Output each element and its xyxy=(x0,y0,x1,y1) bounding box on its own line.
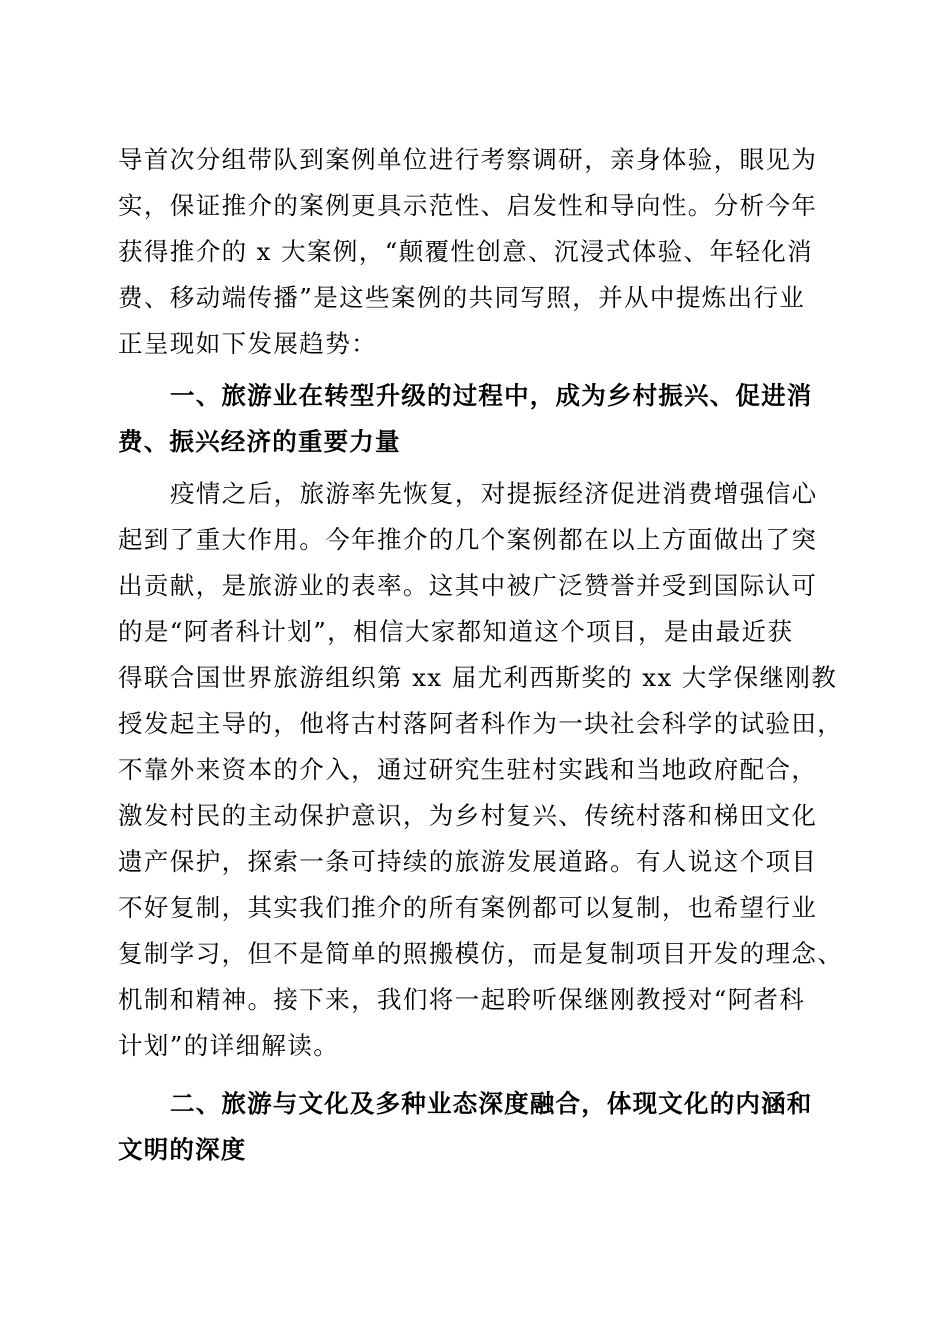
text-line: 疫情之后，旅游率先恢复，对提振经济促进消费增强信心 xyxy=(170,479,818,508)
text-line: 费、移动端传播”是这些案例的共同写照，并从中提炼出行业 xyxy=(118,283,806,312)
heading-line: 费、振兴经济的重要力量 xyxy=(118,427,401,456)
text-line: 复制学习，但不是简单的照搬模仿，而是复制项目开发的理念、 xyxy=(118,939,844,968)
section-1-paragraph xyxy=(118,471,844,1069)
text-line: 遗产保护，探索一条可持续的旅游发展道路。有人说这个项目 xyxy=(118,847,818,876)
text-line: 的是“阿者科计划”，相信大家都知道这个项目，是由最近获 xyxy=(118,617,794,646)
text-line: 不好复制，其实我们推介的所有案例都可以复制，也希望行业 xyxy=(118,893,818,922)
heading-line: 一、旅游业在转型升级的过程中，成为乡村振兴、促进消 xyxy=(170,381,813,410)
text-line: 机制和精神。接下来，我们将一起聆听保继刚教授对“阿者科 xyxy=(118,985,806,1014)
section-heading-2 xyxy=(118,1081,830,1173)
text-line: 不靠外来资本的介入，通过研究生驻村实践和当地政府配合， xyxy=(118,755,818,784)
text-line: 得联合国世界旅游组织第 xx 届尤利西斯奖的 xx 大学保继刚教 xyxy=(118,663,838,692)
text-line: 计划”的详细解读。 xyxy=(118,1031,340,1060)
heading-line: 文明的深度 xyxy=(118,1135,247,1164)
text-line: 激发村民的主动保护意识，为乡村复兴、传统村落和梯田文化 xyxy=(118,801,818,830)
text-line: 实，保证推介的案例更具示范性、启发性和导向性。分析今年 xyxy=(118,191,818,220)
heading-line: 二、旅游与文化及多种业态深度融合，体现文化的内涵和 xyxy=(170,1089,813,1118)
text-line: 出贡献，是旅游业的表率。这其中被广泛赞誉并受到国际认可 xyxy=(118,571,818,600)
text-line: 获得推介的 x 大案例，“颠覆性创意、沉浸式体验、年轻化消 xyxy=(118,237,814,266)
intro-paragraph xyxy=(118,137,830,367)
text-line: 起到了重大作用。今年推介的几个案例都在以上方面做出了突 xyxy=(118,525,818,554)
text-line: 授发起主导的，他将古村落阿者科作为一块社会科学的试验田， xyxy=(118,709,844,738)
text-line: 导首次分组带队到案例单位进行考察调研，亲身体验，眼见为 xyxy=(118,145,818,174)
text-line: 正呈现如下发展趋势： xyxy=(118,329,377,358)
section-heading-1 xyxy=(118,373,830,465)
document-body xyxy=(118,137,844,1173)
